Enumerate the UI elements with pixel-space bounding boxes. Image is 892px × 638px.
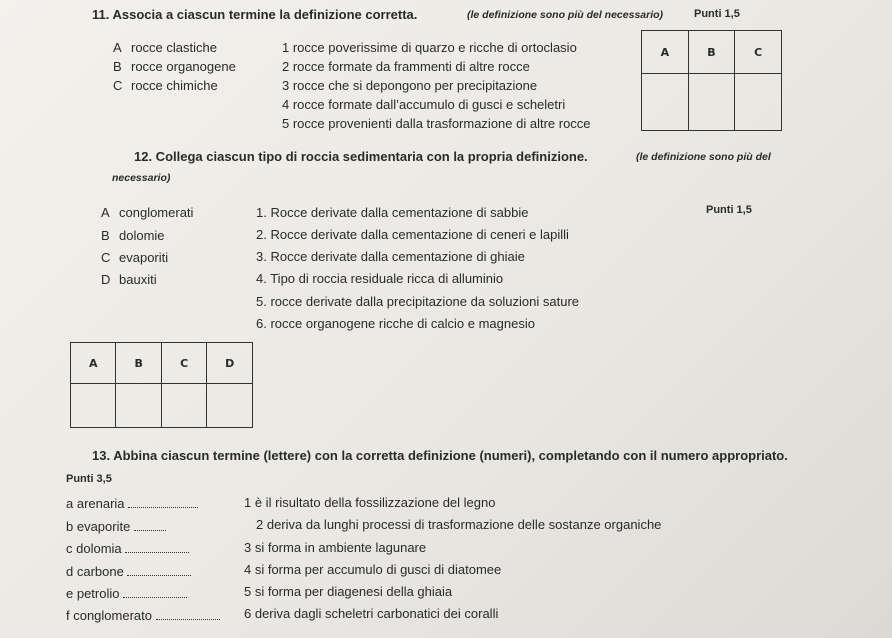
- ex13-term: b evaporite: [66, 519, 166, 534]
- exercise-11-points: Punti 1,5: [694, 8, 740, 20]
- ex12-term: A conglomerati: [101, 205, 194, 220]
- ex11-answer-cell[interactable]: [735, 74, 782, 131]
- exercise-12-note: (le definizione sono più del: [636, 151, 771, 163]
- ex12-answer-grid: [70, 342, 253, 428]
- ex13-answer-blank[interactable]: [128, 507, 198, 508]
- ex11-grid-header: A: [642, 31, 689, 74]
- ex13-definition: 2 deriva da lunghi processi di trasformazione delle sostanze organiche: [256, 517, 662, 532]
- ex11-answer-cell[interactable]: [642, 74, 689, 131]
- ex12-term: C evaporiti: [101, 250, 169, 265]
- ex13-term: e petrolio: [66, 586, 187, 601]
- ex13-answer-blank[interactable]: [134, 530, 166, 531]
- ex13-definition: 3 si forma in ambiente lagunare: [244, 540, 427, 555]
- ex13-term: a arenaria: [66, 496, 198, 511]
- ex12-definition: 1. Rocce derivate dalla cementazione di sabbie: [256, 205, 529, 220]
- ex12-answer-cell[interactable]: [161, 384, 206, 428]
- ex12-definition: 5. rocce derivate dalla precipitazione da soluzioni sature: [256, 294, 580, 309]
- ex11-grid-header: B: [688, 31, 735, 74]
- ex12-definition: 4. Tipo di roccia residuale ricca di alluminio: [256, 271, 504, 286]
- exercise-12-note-cont: necessario): [112, 172, 171, 184]
- ex11-definition: 5 rocce provenienti dalla trasformazione di altre rocce: [282, 116, 591, 131]
- ex12-term: B dolomie: [101, 228, 165, 243]
- ex13-definition: 5 si forma per diagenesi della ghiaia: [244, 584, 453, 599]
- ex13-answer-blank[interactable]: [127, 575, 191, 576]
- ex13-definition: 6 deriva dagli scheletri carbonatici dei coralli: [244, 606, 499, 621]
- ex11-answer-cell[interactable]: [688, 74, 735, 131]
- ex12-grid-header: C: [161, 343, 206, 384]
- ex11-term: C rocce chimiche: [113, 78, 218, 93]
- ex12-definition: 3. Rocce derivate dalla cementazione di ghiaie: [256, 249, 525, 264]
- ex12-term: D bauxiti: [101, 272, 157, 287]
- ex11-definition: 3 rocce che si depongono per precipitazione: [282, 78, 538, 93]
- ex11-definition: 1 rocce poverissime di quarzo e ricche di ortoclasio: [282, 40, 577, 55]
- ex11-definition: 4 rocce formate dall’accumulo di gusci e scheletri: [282, 97, 566, 112]
- ex11-grid-header: C: [735, 31, 782, 74]
- exercise-13-points: Punti 3,5: [66, 473, 112, 485]
- ex11-term: A rocce clastiche: [113, 40, 217, 55]
- ex13-answer-blank[interactable]: [156, 619, 220, 620]
- exercise-11-note: (le definizione sono più del necessario): [467, 9, 664, 21]
- ex11-answer-grid: [641, 30, 782, 131]
- ex13-definition: 1 è il risultato della fossilizzazione del legno: [244, 495, 496, 510]
- exercise-12-title: 12. Collega ciascun tipo di roccia sedimentaria con la propria definizione.: [134, 149, 588, 164]
- ex12-grid-header: B: [116, 343, 161, 384]
- ex12-definition: 2. Rocce derivate dalla cementazione di ceneri e lapilli: [256, 227, 569, 242]
- ex13-answer-blank[interactable]: [123, 597, 187, 598]
- exercise-13-title: 13. Abbina ciascun termine (lettere) con la corretta definizione (numeri), completando con il numero appropriato.: [92, 448, 788, 463]
- ex12-answer-cell[interactable]: [116, 384, 161, 428]
- ex11-definition: 2 rocce formate da frammenti di altre rocce: [282, 59, 530, 74]
- ex13-term: d carbone: [66, 564, 191, 579]
- exercise-11-title: 11. Associa a ciascun termine la definizione corretta.: [92, 7, 418, 22]
- ex13-term: c dolomia: [66, 541, 189, 556]
- exercise-12-points: Punti 1,5: [706, 204, 752, 216]
- ex12-answer-cell[interactable]: [207, 384, 253, 428]
- ex12-definition: 6. rocce organogene ricche di calcio e magnesio: [256, 316, 535, 331]
- ex13-answer-blank[interactable]: [125, 552, 189, 553]
- ex12-grid-header: A: [71, 343, 116, 384]
- ex11-term: B rocce organogene: [113, 59, 236, 74]
- ex13-definition: 4 si forma per accumulo di gusci di diatomee: [244, 562, 502, 577]
- ex12-answer-cell[interactable]: [71, 384, 116, 428]
- ex13-term: f conglomerato: [66, 608, 220, 623]
- ex12-grid-header: D: [207, 343, 253, 384]
